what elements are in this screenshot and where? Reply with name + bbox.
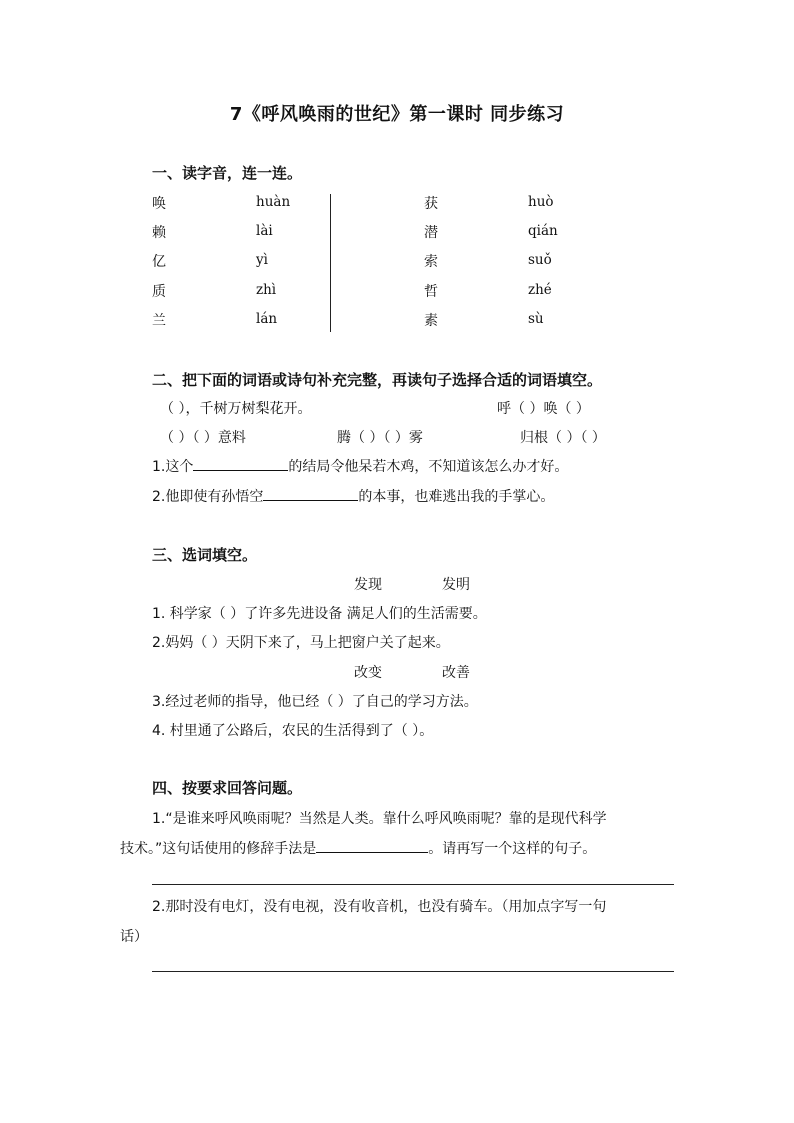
answer-question-2-line2: 话） [120, 929, 148, 945]
choice-question: 1. 科学家（ ）了许多先进设备 满足人们的生活需要。 [152, 606, 487, 622]
idiom-fill-blank: 归根（ ）（ ） [520, 430, 606, 446]
right-pinyin: sù [528, 311, 544, 327]
left-char: 亿 [152, 254, 166, 270]
sentence-question-1 [152, 456, 568, 476]
right-char: 素 [424, 313, 438, 329]
idiom-fill-blank: 腾（ ）（ ）雾 [337, 430, 423, 446]
writing-line[interactable] [152, 884, 674, 885]
poem-fill-blank: （ ），千树万树梨花开。 [160, 401, 312, 417]
right-pinyin: qián [528, 223, 558, 239]
page-title: 7《呼风唤雨的世纪》第一课时 同步练习 [229, 104, 565, 125]
answer-question-1-line1: 1.“是谁来呼风唤雨呢？当然是人类。靠什么呼风唤雨呢？靠的是现代科学 [152, 811, 607, 827]
section-2-heading: 二、把下面的词语或诗句补充完整，再读句子选择合适的词语填空。 [152, 371, 603, 389]
left-pinyin: lán [256, 311, 278, 327]
answer-question-2-line1: 2.那时没有电灯，没有电视，没有收音机，也没有骑车。（用加点字写一句 [152, 899, 607, 915]
idiom-fill-blank: （ ）（ ）意料 [160, 430, 246, 446]
answer-blank[interactable] [263, 486, 358, 501]
answer-blank[interactable] [316, 838, 428, 853]
word-choice: 发明 [442, 577, 470, 593]
idiom-fill-blank: 呼（ ）唤（ ） [497, 401, 590, 417]
choice-question: 3.经过老师的指导，他已经（ ）了自己的学习方法。 [152, 694, 478, 710]
right-char: 潜 [424, 225, 438, 241]
question-text: 的本事，也难逃出我的手掌心。 [358, 489, 555, 505]
left-pinyin: zhì [256, 282, 277, 298]
choice-question: 4. 村里通了公路后，农民的生活得到了（ ）。 [152, 723, 434, 739]
choice-question: 2.妈妈（ ）天阴下来了，马上把窗户关了起来。 [152, 635, 450, 651]
right-pinyin: zhé [528, 282, 552, 298]
section-1-heading: 一、读字音，连一连。 [152, 164, 303, 182]
left-char: 兰 [152, 313, 166, 329]
left-pinyin: yì [256, 252, 268, 268]
writing-line[interactable] [152, 971, 674, 972]
word-choice: 发现 [354, 577, 382, 593]
word-choice: 改善 [442, 665, 470, 681]
right-char: 索 [424, 254, 438, 270]
question-text: 技术。”这句话使用的修辞手法是 [120, 841, 317, 857]
left-char: 质 [152, 284, 166, 300]
word-choice: 改变 [354, 665, 382, 681]
right-pinyin: suǒ [528, 252, 552, 268]
left-pinyin: lài [256, 223, 273, 239]
right-pinyin: huò [528, 194, 554, 210]
question-text: 。请再写一个这样的句子。 [428, 841, 597, 857]
sentence-question-2 [152, 486, 554, 506]
question-text: 1.这个 [152, 459, 194, 475]
right-char: 哲 [424, 284, 438, 300]
section-4-heading: 四、按要求回答问题。 [152, 779, 303, 797]
answer-question-1-line2 [120, 838, 596, 858]
left-char: 赖 [152, 225, 166, 241]
left-char: 唤 [152, 196, 166, 212]
question-text: 的结局令他呆若木鸡，不知道该怎么办才好。 [288, 459, 569, 475]
section-3-heading: 三、选词填空。 [152, 546, 258, 564]
column-divider [330, 194, 331, 332]
answer-blank[interactable] [193, 456, 288, 471]
left-pinyin: huàn [256, 194, 291, 210]
question-text: 2.他即使有孙悟空 [152, 489, 264, 505]
right-char: 获 [424, 196, 438, 212]
